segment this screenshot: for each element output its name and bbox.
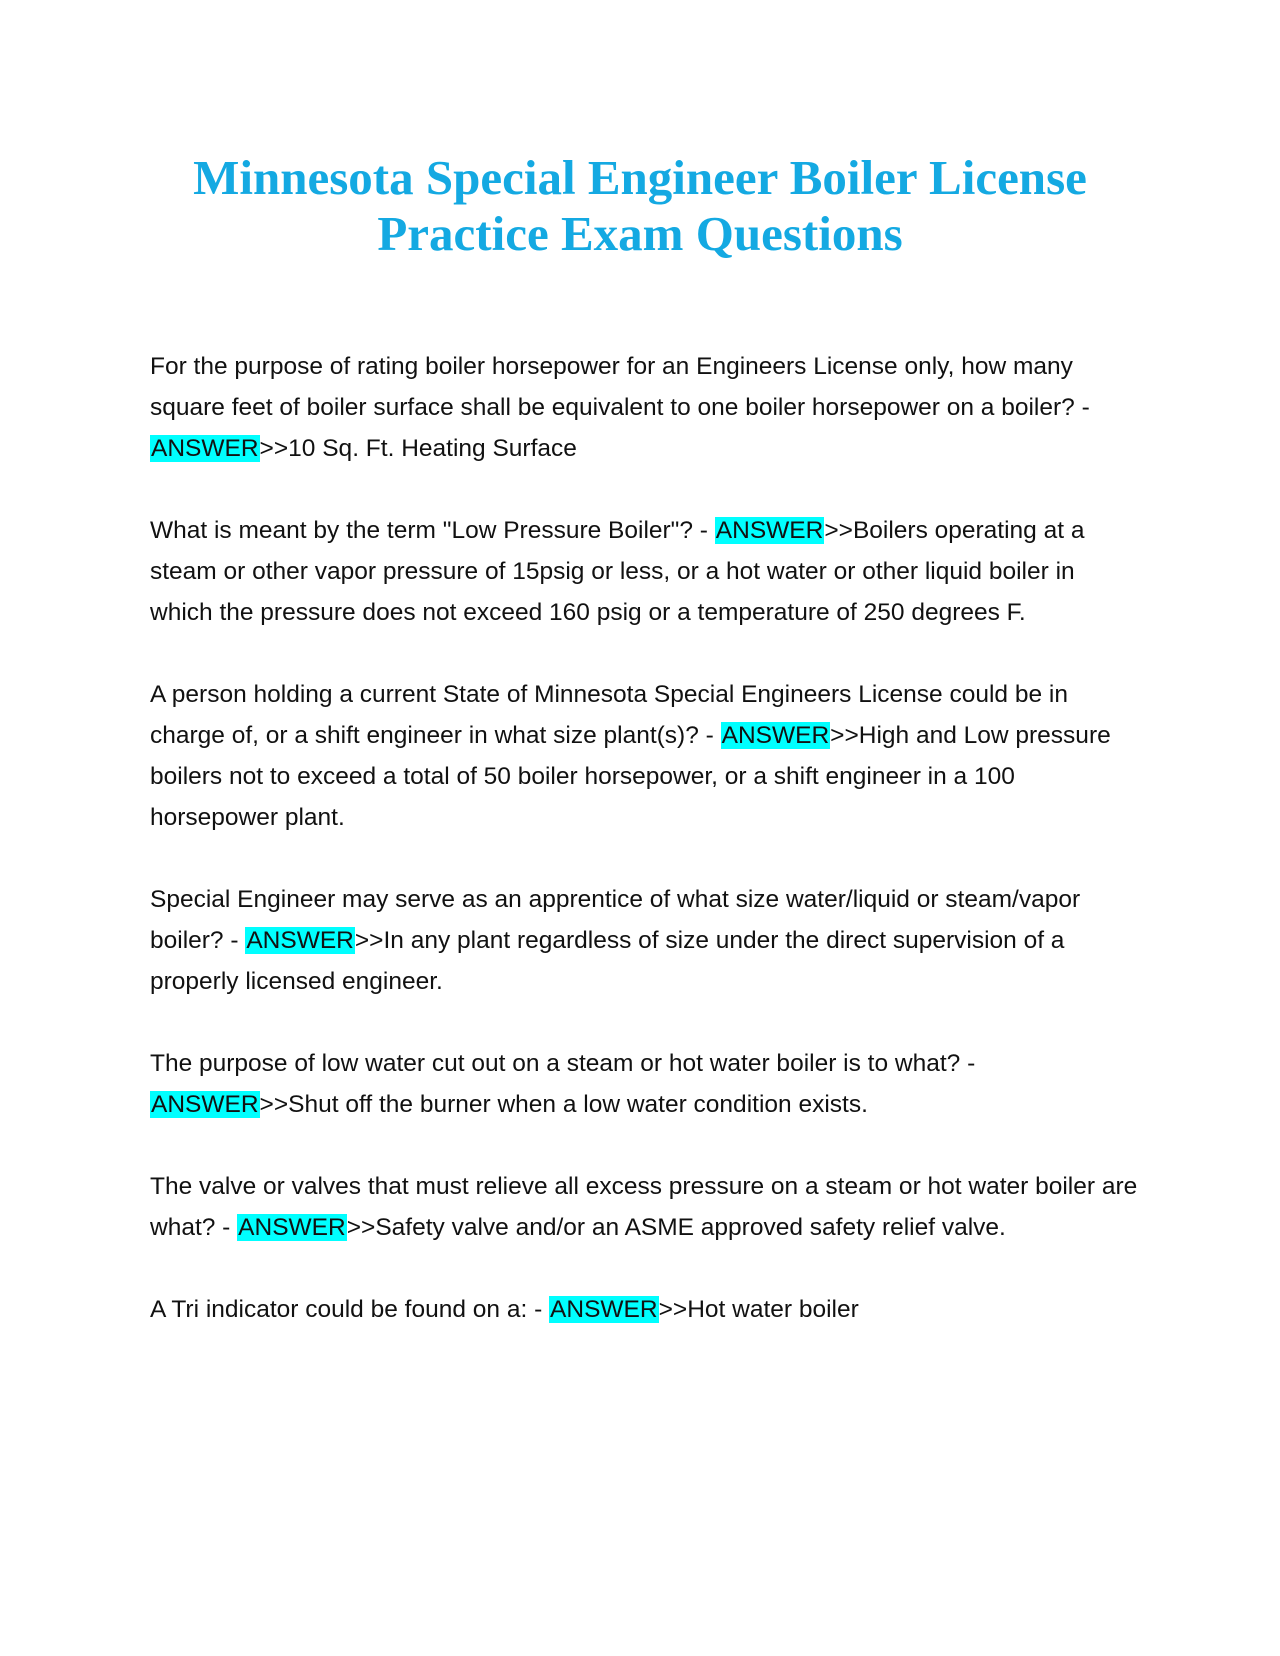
question-text: A Tri indicator could be found on a: - <box>150 1296 550 1323</box>
answer-marker: ANSWER <box>238 1214 346 1241</box>
answer-marker: ANSWER <box>550 1296 658 1323</box>
answer-text: >>High and Low pressure boilers not to exceed a total of 50 boiler horsepower, or a shift engineer in a 100 horsepower plant. <box>150 722 1111 831</box>
title-line-2: Practice Exam Questions <box>377 206 903 261</box>
qa-item <box>150 674 1140 838</box>
answer-text: >>Hot water boiler <box>658 1296 859 1323</box>
question-text: For the purpose of rating boiler horsepower for an Engineers License only, how many square feet of boiler surface shall be equivalent to one boiler horsepower on a boiler? - <box>150 353 1090 421</box>
qa-item <box>150 879 1140 1002</box>
question-text: Special Engineer may serve as an apprentice of what size water/liquid or steam/vapor boiler? - <box>150 886 1081 954</box>
qa-item <box>150 1289 1140 1330</box>
qa-item <box>150 510 1140 633</box>
qa-item <box>150 1166 1140 1248</box>
answer-marker: ANSWER <box>715 517 824 544</box>
answer-text: >>In any plant regardless of size under the direct supervision of a properly licensed engineer. <box>150 927 1065 995</box>
qa-list <box>150 346 1140 1371</box>
answer-marker: ANSWER <box>246 927 354 954</box>
question-text: The purpose of low water cut out on a steam or hot water boiler is to what? - <box>150 1050 976 1077</box>
qa-item <box>150 346 1140 469</box>
answer-marker: ANSWER <box>151 1091 259 1118</box>
answer-text: >>Safety valve and/or an ASME approved safety relief valve. <box>346 1214 1006 1241</box>
answer-text: >>Boilers operating at a steam or other vapor pressure of 15psig or less, or a hot water or other liquid boiler in which the pressure does not exceed 160 psig or a temperature of 250 degrees F. <box>150 517 1085 626</box>
answer-marker: ANSWER <box>151 435 259 462</box>
question-text: A person holding a current State of Minnesota Special Engineers License could be in charge of, or a shift engineer in what size plant(s)? - <box>150 681 1068 749</box>
question-text: The valve or valves that must relieve all excess pressure on a steam or hot water boiler are what? - <box>150 1173 1138 1241</box>
answer-text: >>10 Sq. Ft. Heating Surface <box>259 435 577 462</box>
answer-marker: ANSWER <box>721 722 830 749</box>
question-text: What is meant by the term "Low Pressure Boiler"? - <box>150 517 715 544</box>
answer-text: >>Shut off the burner when a low water condition exists. <box>259 1091 868 1118</box>
document-title <box>150 150 1130 262</box>
qa-item <box>150 1043 1140 1125</box>
title-line-1: Minnesota Special Engineer Boiler License <box>193 150 1087 205</box>
